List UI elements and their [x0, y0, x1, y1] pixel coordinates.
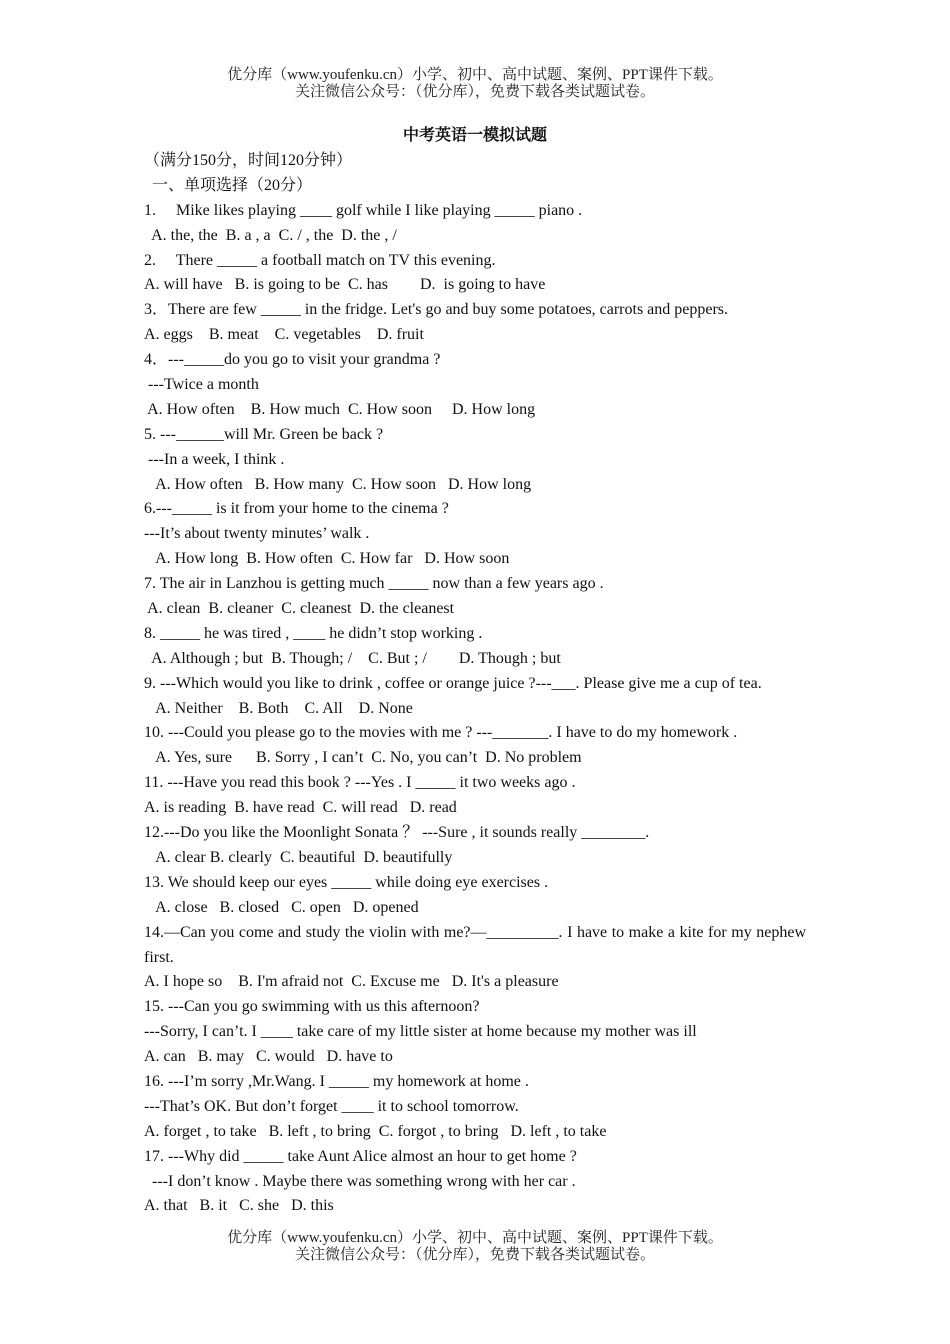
- page-header: [0, 67, 950, 101]
- question-14-options: A. I hope so B. I'm afraid not C. Excuse me D. It's a pleasure: [144, 973, 559, 991]
- question-2-options: A. will have B. is going to be C. has D. is going to have: [144, 276, 546, 294]
- question-15: 15. ---Can you go swimming with us this afternoon?: [144, 998, 480, 1016]
- question-8: 8. _____ he was tired , ____ he didn’t stop working .: [144, 624, 483, 642]
- question-7: 7. The air in Lanzhou is getting much _____ now than a few years ago .: [144, 575, 604, 593]
- question-2: 2. There _____ a football match on TV this evening.: [144, 251, 496, 269]
- question-15-response: ---Sorry, I can’t. I ____ take care of my little sister at home because my mother was ill: [144, 1023, 697, 1041]
- question-17-options: A. that B. it C. she D. this: [144, 1197, 334, 1215]
- header-line-1: 优分库（www.youfenku.cn）小学、初中、高中试题、案例、PPT课件下载。: [227, 67, 723, 83]
- question-4-options: A. How often B. How much C. How soon D. How long: [144, 400, 536, 418]
- question-15-options: A. can B. may C. would D. have to: [144, 1048, 393, 1066]
- question-10: 10. ---Could you please go to the movies with me ? ---_______. I have to do my homework .: [144, 724, 738, 742]
- question-6-response: ---It’s about twenty minutes’ walk .: [144, 525, 370, 543]
- question-9: 9. ---Which would you like to drink , coffee or orange juice ?---___. Please give me a cup of tea.: [144, 674, 762, 692]
- header-line-2: 关注微信公众号：（优分库），免费下载各类试题试卷。: [294, 84, 655, 100]
- question-16-response: ---That’s OK. But don’t forget ____ it to school tomorrow.: [144, 1097, 519, 1115]
- question-4-response: ---Twice a month: [144, 376, 259, 394]
- question-13: 13. We should keep our eyes _____ while doing eye exercises .: [144, 873, 549, 891]
- question-17-response: ---I don’t know . Maybe there was something wrong with her car .: [144, 1172, 576, 1190]
- exam-content: [144, 149, 806, 1219]
- question-3: 3．There are few _____ in the fridge. Let's go and buy some potatoes, carrots and peppers.: [144, 301, 729, 319]
- question-16-options: A. forget , to take B. left , to bring C. forgot , to bring D. left , to take: [144, 1122, 607, 1140]
- question-10-options: A. Yes, sure B. Sorry , I can’t C. No, you can’t D. No problem: [144, 749, 582, 767]
- question-1-options: A. the, the B. a , a C. / , the D. the , /: [144, 226, 397, 244]
- question-16: 16. ---I’m sorry ,Mr.Wang. I _____ my homework at home .: [144, 1072, 529, 1090]
- question-5-options: A. How often B. How many C. How soon D. How long: [144, 475, 532, 493]
- question-17: 17. ---Why did _____ take Aunt Alice almost an hour to get home ?: [144, 1147, 577, 1165]
- page-footer: [0, 1230, 950, 1264]
- question-13-options: A. close B. closed C. open D. opened: [144, 898, 419, 916]
- question-3-options: A. eggs B. meat C. vegetables D. fruit: [144, 326, 424, 344]
- page-title: 中考英语一模拟试题: [402, 127, 547, 144]
- question-5-response: ---In a week, I think .: [144, 450, 285, 468]
- footer-line-1: 优分库（www.youfenku.cn）小学、初中、高中试题、案例、PPT课件下载。: [227, 1230, 723, 1246]
- question-6: 6.---_____ is it from your home to the cinema ?: [144, 500, 449, 518]
- question-5: 5. ---______will Mr. Green be back ?: [144, 425, 384, 443]
- footer-line-2: 关注微信公众号：（优分库），免费下载各类试题试卷。: [294, 1247, 655, 1263]
- question-11: 11. ---Have you read this book ? ---Yes . I _____ it two weeks ago .: [144, 774, 576, 792]
- question-1: 1. Mike likes playing ____ golf while I like playing _____ piano .: [144, 201, 583, 219]
- section-heading: 一、单项选择（20分）: [144, 176, 313, 194]
- question-7-options: A. clean B. cleaner C. cleanest D. the cleanest: [144, 600, 455, 618]
- question-14: 14.—Can you come and study the violin with me?—_________. I have to make a kite for my nephew first.: [144, 923, 806, 966]
- question-12: 12.---Do you like the Moonlight Sonata ？ ---Sure , it sounds really ________.: [144, 824, 650, 842]
- question-8-options: A. Although ; but B. Though; / C. But ; / D. Though ; but: [144, 649, 561, 667]
- question-9-options: A. Neither B. Both C. All D. None: [144, 699, 413, 717]
- question-4: 4．---_____do you go to visit your grandma ?: [144, 351, 441, 369]
- question-12-options: A. clear B. clearly C. beautiful D. beautifully: [144, 848, 453, 866]
- exam-info: （满分150分，时间120分钟）: [144, 152, 353, 169]
- question-6-options: A. How long B. How often C. How far D. How soon: [144, 550, 510, 568]
- question-11-options: A. is reading B. have read C. will read D. read: [144, 799, 457, 817]
